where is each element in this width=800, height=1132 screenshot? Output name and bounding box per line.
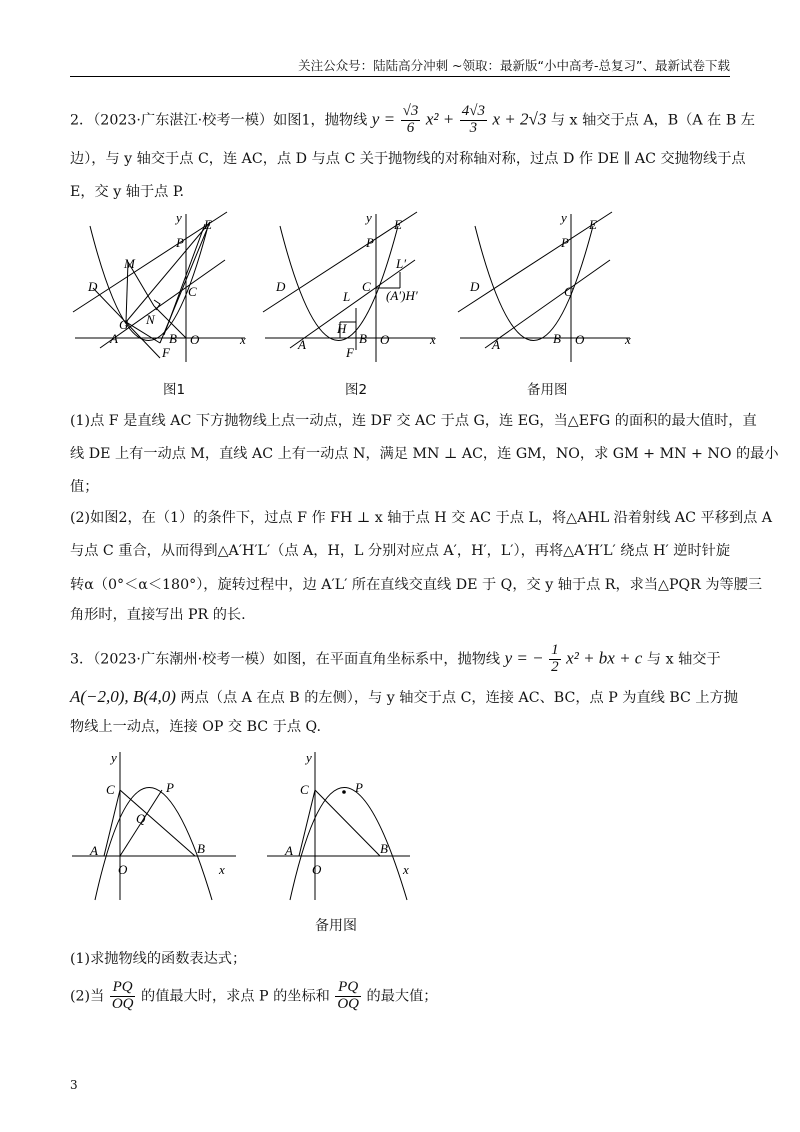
q2-line1 bbox=[70, 104, 755, 137]
f2-label-L2: L′ bbox=[396, 256, 407, 271]
f2-label-F: F bbox=[346, 345, 354, 360]
q3-line2 bbox=[70, 688, 738, 707]
q2-frac1-num: √3 bbox=[402, 103, 419, 119]
f1-label-B: B bbox=[169, 331, 177, 346]
q2-part2-l3: 转α（0°＜α＜180°），旋转过程中，边 A′L′ 所在直线交直线 DE 于 Q，交 y 轴于点 R，求当△PQR 为等腰三 bbox=[70, 577, 763, 593]
q3-frac bbox=[549, 643, 561, 676]
q3-part2-b: 的值最大时，求点 P 的坐标和 bbox=[141, 988, 330, 1005]
f2-label-H: H bbox=[337, 321, 347, 336]
q3-label-C: C bbox=[106, 782, 115, 797]
q3-ratio-2 bbox=[335, 980, 361, 1013]
f2-label-E: E bbox=[394, 217, 402, 232]
q3-eq-tail: x² + bx + c bbox=[566, 648, 643, 668]
q3-eq-y: y = − bbox=[504, 648, 544, 668]
q2-eq-mid: x² + bbox=[425, 109, 455, 129]
f2-label-B: B bbox=[359, 331, 367, 346]
q3-part2-c: 的最大值； bbox=[366, 988, 438, 1005]
f1-label-F: F bbox=[162, 345, 170, 360]
q2-frac1-den: 6 bbox=[406, 119, 415, 136]
q2-part1-l1: (1)点 F 是直线 AC 下方抛物线上点一动点，连 DF 交 AC 于点 G，连 EG，当△EFG 的面积的最大值时，直 bbox=[70, 413, 757, 429]
q2-fig3-caption: 备用图 bbox=[527, 382, 568, 398]
page-number: 3 bbox=[70, 1078, 78, 1092]
q3-label-x: x bbox=[219, 862, 225, 877]
q2-line3: E，交 y 轴于点 P. bbox=[70, 184, 185, 200]
q3s-label-P: P bbox=[355, 780, 363, 795]
f3-label-C: C bbox=[564, 284, 573, 299]
q3-points: A(−2,0), B(4,0) bbox=[70, 687, 176, 706]
f1-label-N: N bbox=[146, 312, 155, 327]
f2-label-L: L bbox=[343, 289, 351, 304]
q3-line1-end: 与 x 轴交于 bbox=[646, 651, 721, 668]
f3-label-D: D bbox=[470, 279, 480, 294]
q3-line3: 物线上一动点，连接 OP 交 BC 于点 Q. bbox=[70, 719, 321, 735]
f1-label-D: D bbox=[88, 279, 98, 294]
q3-part2-a: (2)当 bbox=[70, 988, 105, 1005]
q2-eq-y: y = bbox=[371, 109, 396, 129]
q3-label-B: B bbox=[197, 841, 205, 856]
header-divider bbox=[70, 76, 730, 77]
f3-label-y: y bbox=[561, 210, 567, 225]
q3-label-y: y bbox=[111, 750, 117, 765]
f1-label-E: E bbox=[204, 217, 212, 232]
f1-label-y: y bbox=[176, 210, 182, 225]
q2-part2-l1: (2)如图2，在（1）的条件下，过点 F 作 FH ⊥ x 轴于点 H 交 AC 于点 L，将△AHL 沿着射线 AC 平移到点 A bbox=[70, 510, 773, 526]
q3-frac-num: 1 bbox=[551, 642, 559, 658]
f1-label-G: G bbox=[119, 317, 129, 332]
f1-label-C: C bbox=[188, 284, 197, 299]
q3-line1 bbox=[70, 643, 721, 676]
q2-frac2-den: 3 bbox=[469, 119, 478, 136]
f1-label-A: A bbox=[110, 331, 118, 346]
f2-label-x: x bbox=[430, 332, 436, 347]
q2-eq-tail: x + 2√3 bbox=[492, 109, 547, 129]
q2-part1-l3: 值； bbox=[70, 479, 99, 495]
q2-line1-end: 与 x 轴交于点 A，B（A 在 B 左 bbox=[550, 112, 755, 129]
q2-fig1-caption: 图1 bbox=[163, 382, 186, 398]
f2-label-AH: (A′)H′ bbox=[386, 288, 418, 303]
q3-line2-text: 两点（点 A 在点 B 的左侧），与 y 轴交于点 C，连接 AC、BC，点 P 为直线 BC 上方抛 bbox=[180, 690, 738, 706]
q3s-label-x: x bbox=[403, 862, 409, 877]
q3-label-O: O bbox=[118, 862, 128, 877]
q3s-label-O: O bbox=[312, 862, 322, 877]
q3-intro: 3．（2023·广东潮州·校考一模）如图，在平面直角坐标系中，抛物线 bbox=[70, 651, 501, 668]
f3-label-P: P bbox=[561, 235, 569, 250]
q3-label-Q: Q bbox=[136, 811, 146, 826]
q2-frac2-num: 4√3 bbox=[461, 103, 485, 119]
q3-frac-den: 2 bbox=[551, 658, 559, 675]
q2-figure-1 bbox=[68, 208, 258, 368]
f3-label-B: B bbox=[553, 331, 561, 346]
q2-line2: 边），与 y 轴交于点 C，连 AC，点 D 与点 C 关于抛物线的对称轴对称，过点 D 作 DE ∥ AC 交抛物线于点 bbox=[70, 151, 746, 167]
q3-ratio-1-den: OQ bbox=[111, 995, 134, 1012]
q2-part1-l2: 线 DE 上有一动点 M，直线 AC 上有一动点 N，满足 MN ⊥ AC，连 GM，NO，求 GM + MN + NO 的最小 bbox=[70, 446, 779, 462]
f3-label-x: x bbox=[625, 332, 631, 347]
f1-label-O: O bbox=[190, 332, 200, 347]
q3-figure bbox=[66, 740, 246, 910]
f2-label-D: D bbox=[276, 279, 286, 294]
q3s-label-C: C bbox=[300, 782, 309, 797]
q2-fig2-caption: 图2 bbox=[345, 382, 368, 398]
f2-label-O: O bbox=[380, 332, 390, 347]
q3-ratio-1-num: PQ bbox=[110, 980, 136, 997]
q3-part1: (1)求抛物线的函数表达式； bbox=[70, 951, 247, 967]
q3-figure-spare bbox=[260, 740, 420, 910]
q3s-label-B: B bbox=[380, 841, 388, 856]
q3-part2 bbox=[70, 980, 437, 1013]
q3s-label-A: A bbox=[285, 843, 293, 858]
q2-part2-l2: 与点 C 重合，从而得到△A′H′L′（点 A，H，L 分别对应点 A′，H′，L′），再将△A′H′L′ 绕点 H′ 逆时针旋 bbox=[70, 543, 731, 559]
q3s-label-y: y bbox=[306, 750, 312, 765]
q2-frac1 bbox=[401, 104, 421, 137]
f1-label-P: P bbox=[176, 235, 184, 250]
f3-label-A: A bbox=[492, 337, 500, 352]
q2-figure-spare bbox=[450, 208, 640, 368]
f2-label-P: P bbox=[366, 235, 374, 250]
q2-intro: 2．（2023·广东湛江·校考一模）如图1，抛物线 bbox=[70, 112, 368, 129]
f2-label-A: A bbox=[298, 337, 306, 352]
q3-ratio-1 bbox=[110, 980, 136, 1013]
q2-figure-2 bbox=[256, 208, 446, 368]
q3-ratio-2-den: OQ bbox=[337, 995, 360, 1012]
f1-label-x: x bbox=[240, 332, 246, 347]
q3-fig-caption: 备用图 bbox=[315, 918, 357, 934]
f2-label-C: C bbox=[362, 279, 371, 294]
q2-frac2 bbox=[460, 104, 487, 137]
q2-part2-l4: 角形时，直接写出 PR 的长. bbox=[70, 607, 246, 623]
f2-label-y: y bbox=[366, 210, 372, 225]
page-header: 关注公众号：陆陆高分冲刺 ~领取：最新版“小中高考-总复习”、最新试卷下载 bbox=[298, 58, 730, 73]
q3-label-P: P bbox=[166, 780, 174, 795]
q3-ratio-2-num: PQ bbox=[335, 980, 361, 997]
f1-label-M: M bbox=[124, 256, 135, 271]
f3-label-O: O bbox=[575, 332, 585, 347]
f3-label-E: E bbox=[589, 217, 597, 232]
q3-label-A: A bbox=[90, 843, 98, 858]
